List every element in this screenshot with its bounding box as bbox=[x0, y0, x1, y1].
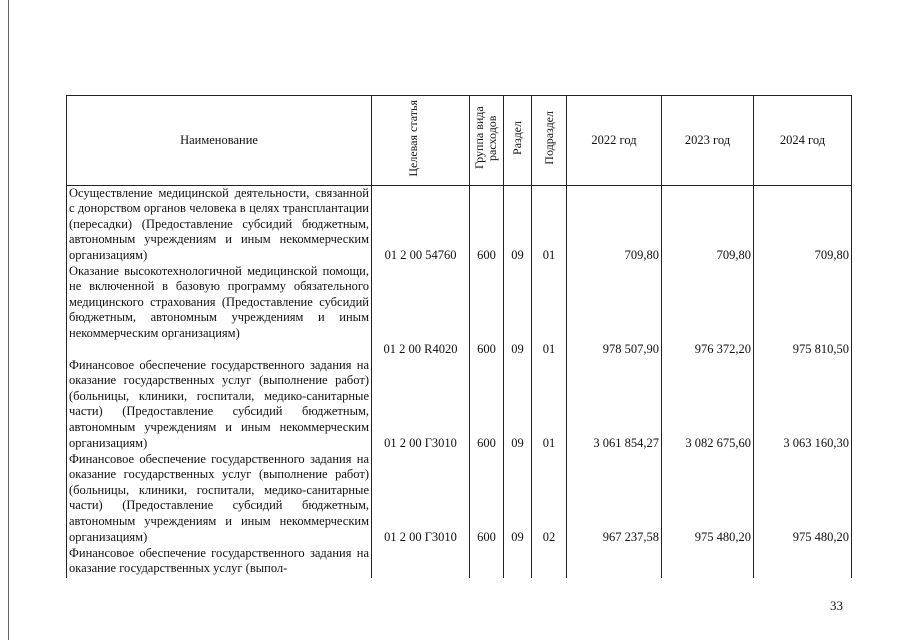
row-section: 09 bbox=[504, 358, 532, 452]
table-row bbox=[67, 452, 852, 546]
row-target-article: 01 2 00 Г3010 bbox=[372, 358, 470, 452]
row-name: Оказание высокотехнологичной медицинской помощи, не включенной в базовую программу обязательного медицинского страхования (Предоставление субсидий бюджетным, автономным учреждениям и иным некоммерческим организациям) bbox=[67, 264, 372, 358]
row-value-2023: 976 372,20 bbox=[662, 264, 754, 358]
table-row bbox=[67, 358, 852, 452]
table-row bbox=[67, 185, 852, 263]
row-name: Финансовое обеспечение государственного задания на оказание государственных услуг (выполнение работ) (больницы, клиники, госпитали, медико-санитарные части) (Предоставление субсидий бюджетным, автономным учреждениям и иным некоммерческим организациям) bbox=[67, 358, 372, 452]
row-value-2022: 709,80 bbox=[567, 185, 662, 263]
row-target-article: 01 2 00 54760 bbox=[372, 185, 470, 263]
row-subsection: 01 bbox=[532, 185, 567, 263]
row-target-article: 01 2 00 R4020 bbox=[372, 264, 470, 358]
row-value-2022: 978 507,90 bbox=[567, 264, 662, 358]
row-name: Финансовое обеспечение государственного задания на оказание государственных услуг (выпол- bbox=[67, 546, 372, 578]
row-value-2023: 3 082 675,60 bbox=[662, 358, 754, 452]
row-value-2024: 3 063 160,30 bbox=[754, 358, 852, 452]
header-section: Раздел bbox=[504, 96, 532, 186]
row-name: Финансовое обеспечение государственного задания на оказание государственных услуг (выполнение работ) (больницы, клиники, госпитали, медико-санитарные части) (Предоставление субсидий бюджетным, автономным учреждениям и иным некоммерческим организациям) bbox=[67, 452, 372, 546]
row-value-2023: 975 480,20 bbox=[662, 452, 754, 546]
page-number: 33 bbox=[830, 598, 843, 613]
row-value-2023: 709,80 bbox=[662, 185, 754, 263]
row-value-2024: 709,80 bbox=[754, 185, 852, 263]
row-expense-group: 600 bbox=[470, 452, 504, 546]
table-row bbox=[67, 264, 852, 358]
row-subsection: 01 bbox=[532, 358, 567, 452]
row-expense-group: 600 bbox=[470, 264, 504, 358]
header-year-2024: 2024 год bbox=[754, 96, 852, 186]
row-value-2022: 967 237,58 bbox=[567, 452, 662, 546]
header-year-2022: 2022 год bbox=[567, 96, 662, 186]
header-subsection: Подраздел bbox=[532, 96, 567, 186]
header-year-2023: 2023 год bbox=[662, 96, 754, 186]
row-section: 09 bbox=[504, 264, 532, 358]
budget-table bbox=[66, 95, 852, 578]
row-value-2024: 975 810,50 bbox=[754, 264, 852, 358]
header-name: Наименование bbox=[67, 96, 372, 186]
table-row-continued bbox=[67, 546, 852, 578]
margin-rule bbox=[8, 0, 9, 640]
row-target-article: 01 2 00 Г3010 bbox=[372, 452, 470, 546]
row-subsection: 01 bbox=[532, 264, 567, 358]
header-expense-group: Группа вида расходов bbox=[470, 96, 504, 186]
table-header bbox=[67, 96, 852, 186]
row-subsection: 02 bbox=[532, 452, 567, 546]
row-expense-group: 600 bbox=[470, 185, 504, 263]
row-section: 09 bbox=[504, 452, 532, 546]
row-value-2022: 3 061 854,27 bbox=[567, 358, 662, 452]
row-value-2024: 975 480,20 bbox=[754, 452, 852, 546]
row-name: Осуществление медицинской деятельности, связанной с донорством органов человека в целях трансплантации (пересадки) (Предоставление субсидий бюджетным, автономным учреждениям и иным некоммерческим организациям) bbox=[67, 185, 372, 263]
header-target-article: Целевая статья bbox=[372, 96, 470, 186]
row-expense-group: 600 bbox=[470, 358, 504, 452]
row-section: 09 bbox=[504, 185, 532, 263]
